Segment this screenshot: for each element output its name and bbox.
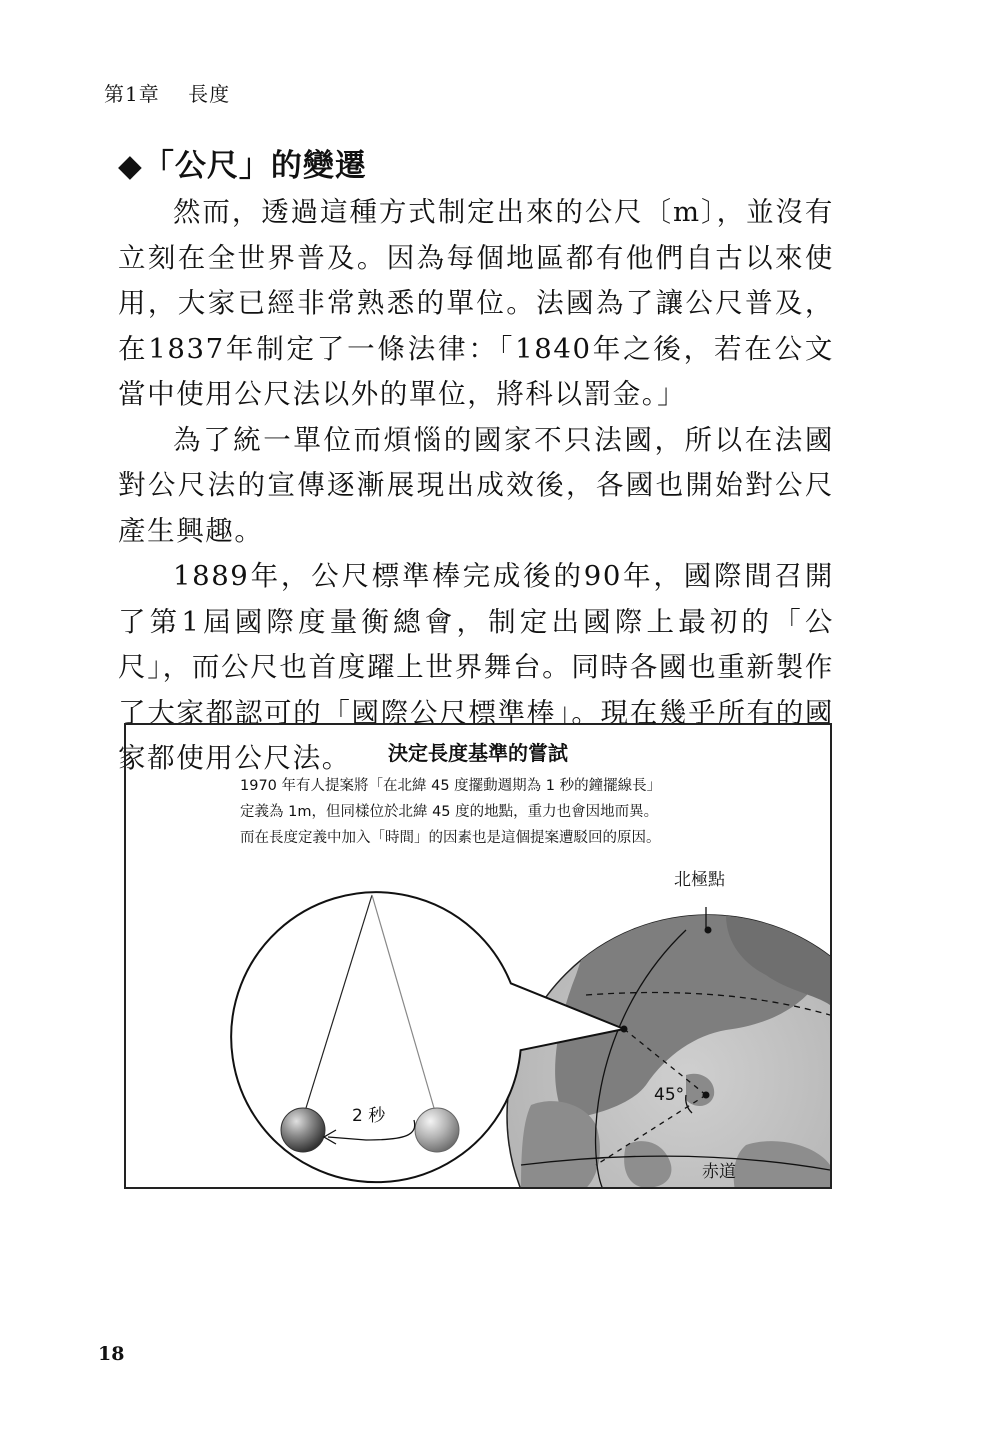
angle-label: 45°: [654, 1085, 685, 1105]
north-pole-point: [705, 927, 712, 934]
running-head: [104, 78, 230, 107]
pendulum-bob-left: [281, 1108, 325, 1152]
caption-line-1: 1970 年有人提案將「在北緯 45 度擺動週期為 1 秒的鐘擺線長」: [240, 778, 662, 794]
north-pole-label: 北極點: [674, 870, 725, 890]
section-title-text: 「公尺」的變遷: [142, 148, 367, 184]
caption-line-3: 而在長度定義中加入「時間」的因素也是這個提案遭駁回的原因。: [240, 830, 661, 846]
diamond-icon: ◆: [118, 148, 143, 184]
chapter-number: 第1章: [104, 82, 160, 106]
page-number: 18: [98, 1343, 125, 1365]
paragraph-3: 1889年，公尺標準棒完成後的90年，國際間召開了第1屆國際度量衡總會，制定出國際上最初的「公尺」，而公尺也首度躍上世界舞台。同時各國也重新製作了大家都認可的「國際公尺標準棒」。現在幾乎所有的國家都使用公尺法。: [118, 560, 834, 774]
body-text: [118, 190, 834, 782]
section-title: [118, 140, 367, 185]
caption-line-2: 定義為 1m，但同樣位於北緯 45 度的地點，重力也會因地而異。: [240, 804, 659, 820]
period-label: 2 秒: [352, 1106, 386, 1126]
globe: [507, 903, 830, 1187]
pendulum-bob-right: [415, 1108, 459, 1152]
paragraph-2: 為了統一單位而煩惱的國家不只法國，所以在法國對公尺法的宣傳逐漸展現出成效後，各國也開始對公尺產生興趣。: [118, 423, 834, 547]
chapter-title: 長度: [188, 82, 231, 106]
pendulum-globe-illustration: [126, 725, 830, 1187]
earth-center-point: [703, 1092, 710, 1099]
figure-box: [124, 723, 832, 1189]
paragraph-1: 然而，透過這種方式制定出來的公尺〔m〕，並沒有立刻在全世界普及。因為每個地區都有他們自古以來使用，大家已經非常熟悉的單位。法國為了讓公尺普及，在1837年制定了一條法律：「1840年之後，若在公文當中使用公尺法以外的單位，將科以罰金。」: [118, 196, 834, 410]
equator-label: 赤道: [702, 1162, 736, 1182]
figure-title: 決定長度基準的嘗試: [388, 741, 568, 765]
